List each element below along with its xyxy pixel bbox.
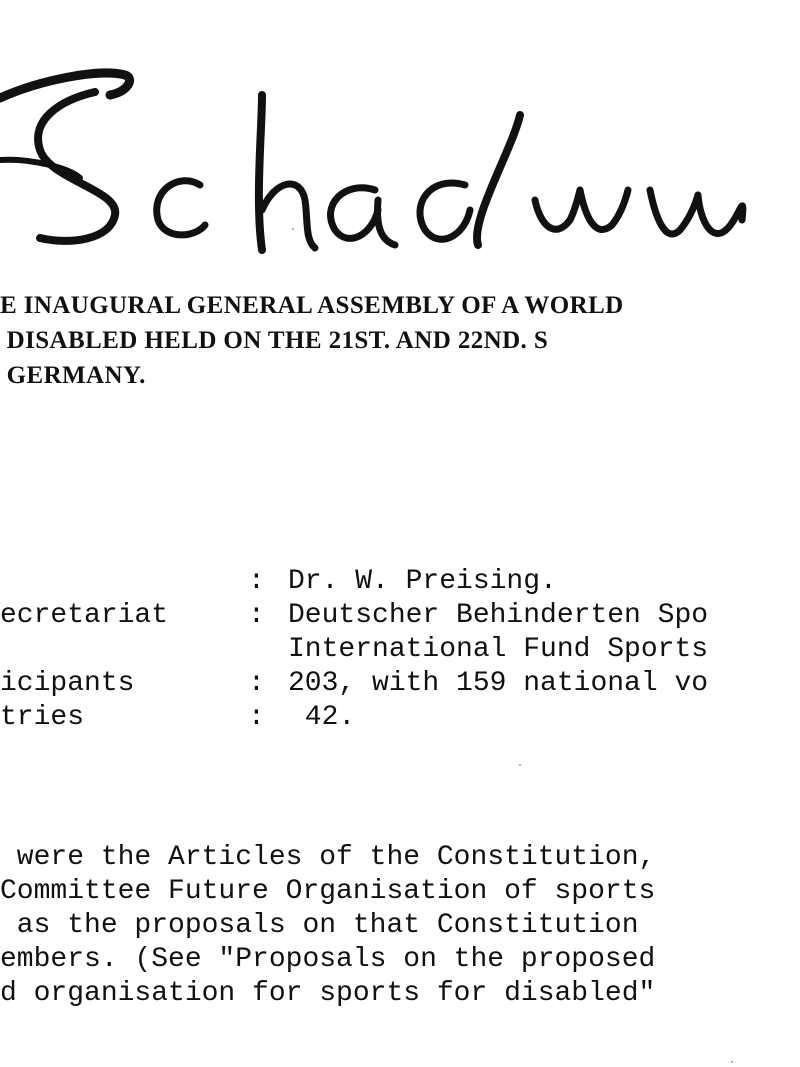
scan-speck <box>731 1061 733 1063</box>
heading-line: GERMANY. <box>0 362 146 389</box>
paragraph-line: were the Articles of the Constitution, <box>0 842 656 873</box>
detail-label <box>0 565 248 599</box>
detail-value: International Fund Sports <box>288 634 709 665</box>
detail-row-countries <box>0 701 800 735</box>
paragraph-line: Committee Future Organisation of sports <box>0 876 656 907</box>
detail-value: 203, with 159 national vo <box>288 668 709 699</box>
scan-speck <box>292 228 294 230</box>
detail-label: tries <box>0 702 85 733</box>
scan-speck <box>519 764 521 766</box>
detail-separator: : <box>248 668 265 699</box>
assembly-details <box>0 565 800 735</box>
detail-separator: : <box>248 600 265 631</box>
detail-row-participants <box>0 667 800 701</box>
detail-separator: : <box>248 566 265 597</box>
detail-row-chair <box>0 565 800 599</box>
detail-row-secretariat-cont <box>0 633 800 667</box>
detail-row-secretariat <box>0 599 800 633</box>
paragraph-line: embers. (See "Proposals on the proposed <box>0 944 656 975</box>
detail-label <box>0 633 248 667</box>
detail-separator <box>248 633 288 667</box>
body-paragraph <box>0 841 800 1011</box>
paragraph-line: d organisation for sports for disabled" <box>0 978 656 1009</box>
detail-value: Deutscher Behinderten Spo <box>288 600 709 631</box>
detail-label: icipants <box>0 668 135 699</box>
paragraph-line: as the proposals on that Constitution <box>0 910 656 941</box>
detail-value: Dr. W. Preising. <box>288 566 557 597</box>
heading-line: E INAUGURAL GENERAL ASSEMBLY OF A WORLD <box>0 292 624 319</box>
handwritten-signature <box>0 40 800 270</box>
detail-value: 42. <box>288 702 356 733</box>
detail-separator: : <box>248 702 265 733</box>
assembly-heading <box>0 288 800 393</box>
detail-label: ecretariat <box>0 600 169 631</box>
heading-line: DISABLED HELD ON THE 21ST. AND 22ND. S <box>0 327 549 354</box>
